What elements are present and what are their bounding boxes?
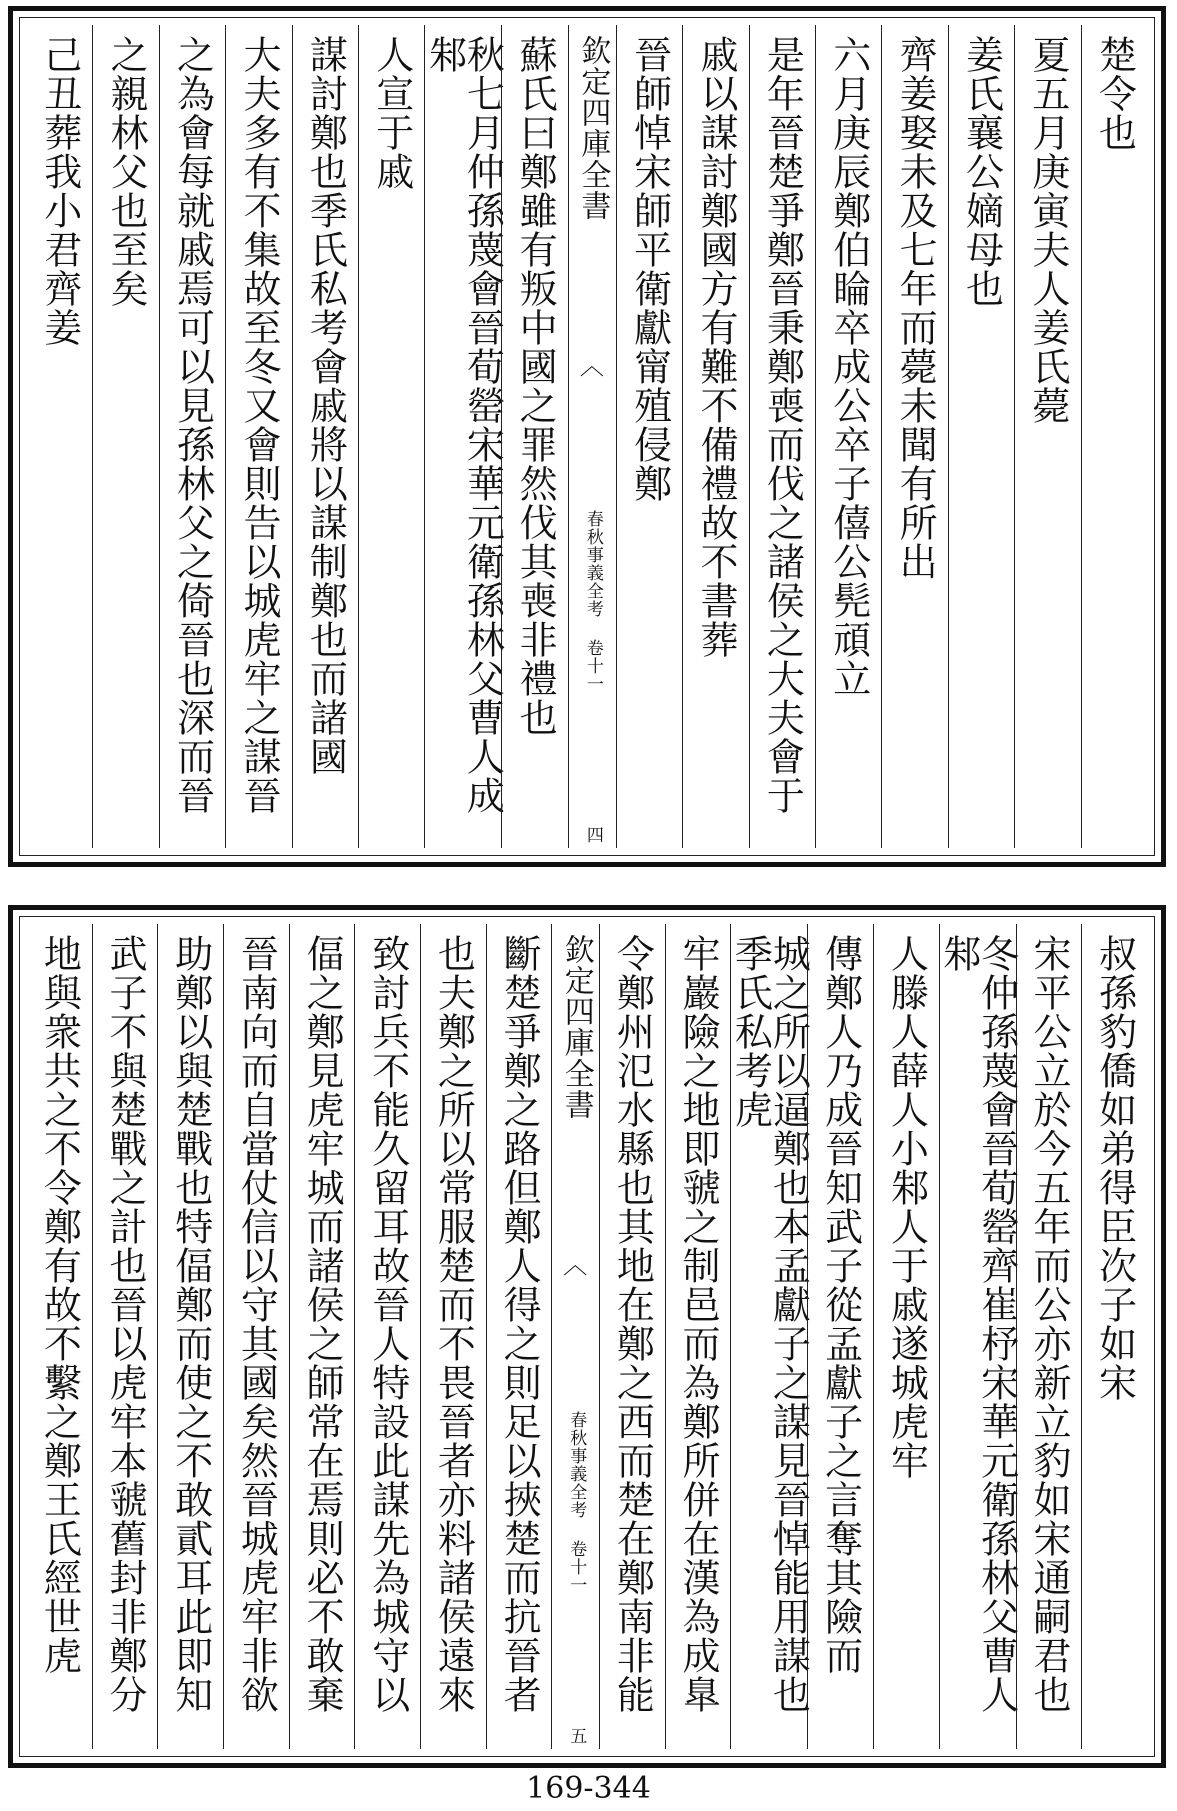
fish-tail-mark: ︿ xyxy=(563,1251,589,1280)
spine-column xyxy=(551,924,599,1749)
spine-subtitle: 春秋事義全考 卷十一 xyxy=(582,510,603,694)
text-column: 齊姜娶未及七年而薨未聞有所出 xyxy=(881,25,947,848)
text-column: 致討兵不能久留耳故晉人特設此謀先為城守以 xyxy=(354,924,420,1749)
text-column: 晉南向而自當仗信以守其國矣然晉城虎牢非欲 xyxy=(223,924,289,1749)
text-column: 姜氏襄公嫡母也 xyxy=(948,25,1014,848)
text-column: 夏五月庚寅夫人姜氏薨 xyxy=(1014,25,1080,848)
text-column: 武子不與楚戰之計也晉以虎牢本虢舊封非鄭分 xyxy=(92,924,158,1749)
text-column: 冬仲孫蔑會晉荀罃齊崔杼宋華元衛孫林父曹人邾 xyxy=(939,924,1016,1749)
page-number: 169-344 xyxy=(526,1771,651,1806)
text-column: 己丑葬我小君齊姜 xyxy=(37,35,82,347)
spine-title: 欽定四庫全書 xyxy=(558,934,594,1120)
text-column: 人滕人薛人小邾人于戚遂城虎牢 xyxy=(873,924,939,1749)
text-column: 地與衆共之不令鄭有故不繫之鄭王氏經世虎 xyxy=(37,934,82,1675)
spine-subtitle: 春秋事義全考 卷十一 xyxy=(566,1410,587,1594)
leaf-number: 四 xyxy=(582,825,603,844)
leaf-number: 五 xyxy=(566,1726,587,1745)
text-column: 楚令也 xyxy=(1081,25,1147,848)
text-column: 之親林父也至矣 xyxy=(92,25,158,848)
bottom-page xyxy=(8,905,1166,1768)
text-column: 蘇氏曰鄭雖有叛中國之罪然伐其喪非禮也 xyxy=(501,25,567,848)
text-column: 謀討鄭也季氏私考會戚將以謀制鄭也而諸國 xyxy=(292,25,358,848)
text-column: 斷楚爭鄭之路但鄭人得之則足以挾楚而抗晉者 xyxy=(486,924,552,1749)
text-column: 六月庚辰鄭伯睔卒成公卒子僖公髡頑立 xyxy=(815,25,881,848)
text-column: 助鄭以與楚戰也特偪鄭而使之不敢貳耳此即知 xyxy=(157,924,223,1749)
text-column: 叔孫豹僑如弟得臣次子如宋 xyxy=(1081,924,1147,1749)
top-page xyxy=(8,6,1166,867)
top-columns xyxy=(27,25,1147,848)
text-column: 令鄭州氾水縣也其地在鄭之西而楚在鄭南非能 xyxy=(599,924,665,1749)
text-column: 宋平公立於今五年而公亦新立豹如宋通嗣君也 xyxy=(1016,924,1082,1749)
text-column: 牢巖險之地即虢之制邑而為鄭所併在漢為成臯 xyxy=(665,924,731,1749)
text-column: 也夫鄭之所以常服楚而不畏晉者亦料諸侯遠來 xyxy=(420,924,486,1749)
text-column: 戚以謀討鄭國方有難不備禮故不書葬 xyxy=(682,25,748,848)
spine-title: 欽定四庫全書 xyxy=(575,35,611,221)
spine-column xyxy=(568,25,616,848)
text-column: 人宣于戚 xyxy=(358,25,424,848)
text-column: 傳鄭人乃成晉知武子從孟獻子之言奪其險而 xyxy=(807,924,873,1749)
text-column: 大夫多有不集故至冬又會則告以城虎牢之謀晉 xyxy=(225,25,291,848)
text-column: 秋七月仲孫蔑會晉荀罃宋華元衛孫林父曹人成邾 xyxy=(424,25,501,848)
fish-tail-mark: ︿ xyxy=(579,351,605,380)
text-column: 之為會每就戚焉可以見孫林父之倚晉也深而晉 xyxy=(159,25,225,848)
bottom-columns xyxy=(27,924,1147,1749)
text-column: 晉師悼宋師平衛獻甯殖侵鄭 xyxy=(616,25,682,848)
text-column: 城之所以逼鄭也本孟獻子之謀見晉悼能用謀也季氏私考虎 xyxy=(730,924,807,1749)
text-column: 是年晉楚爭鄭晉秉鄭喪而伐之諸侯之大夫會于 xyxy=(749,25,815,848)
text-column: 偪之鄭見虎牢城而諸侯之師常在焉則必不敢棄 xyxy=(289,924,355,1749)
